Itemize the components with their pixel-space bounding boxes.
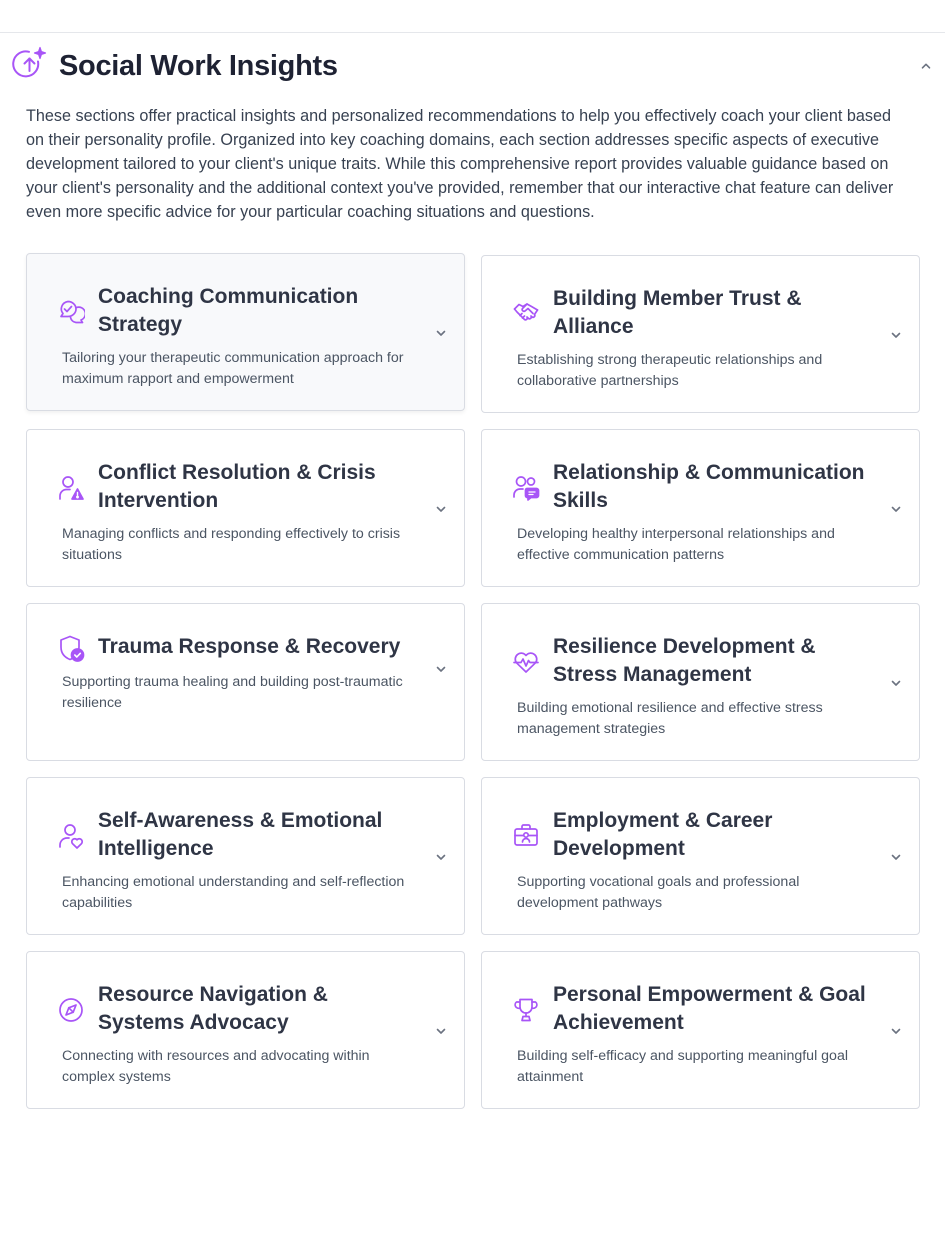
- chevron-down-icon[interactable]: [434, 662, 448, 676]
- card-description: Building self-efficacy and supporting meaningful goal attainment: [517, 1048, 848, 1085]
- card-relationship-communication-skills[interactable]: [481, 429, 920, 587]
- card-title: Employment & Career Development: [553, 809, 773, 860]
- card-title: Resilience Development & Stress Management: [553, 635, 816, 686]
- card-description: Building emotional resilience and effective stress management strategies: [517, 700, 823, 737]
- arrow-up-circle-sparkle-icon: [12, 45, 48, 81]
- chat-bubbles-check-icon: [57, 298, 85, 326]
- chevron-down-icon[interactable]: [434, 1024, 448, 1038]
- chevron-up-icon[interactable]: [917, 57, 935, 75]
- card-title: Building Member Trust & Alliance: [553, 287, 802, 338]
- card-building-member-trust-alliance[interactable]: [481, 255, 920, 413]
- chevron-down-icon[interactable]: [434, 502, 448, 516]
- section-title: Social Work Insights: [59, 50, 338, 82]
- card-description: Establishing strong therapeutic relationships and collaborative partnerships: [517, 352, 823, 389]
- card-resilience-development-stress-management[interactable]: [481, 603, 920, 761]
- card-employment-career-development[interactable]: [481, 777, 920, 935]
- chevron-down-icon[interactable]: [889, 676, 903, 690]
- card-title: Relationship & Communication Skills: [553, 461, 865, 512]
- card-description: Managing conflicts and responding effectively to crisis situations: [62, 526, 401, 563]
- card-title: Self-Awareness & Emotional Intelligence: [98, 809, 383, 860]
- card-description: Supporting vocational goals and professional development pathways: [517, 874, 800, 911]
- trophy-icon: [512, 996, 540, 1024]
- user-heart-icon: [57, 822, 85, 850]
- chevron-down-icon[interactable]: [434, 326, 448, 340]
- card-title: Coaching Communication Strategy: [98, 285, 359, 336]
- users-chat-icon: [512, 474, 540, 502]
- card-title: Resource Navigation & Systems Advocacy: [98, 983, 328, 1034]
- card-coaching-communication-strategy[interactable]: [26, 253, 465, 411]
- chevron-down-icon[interactable]: [434, 850, 448, 864]
- card-title: Trauma Response & Recovery: [98, 635, 401, 658]
- card-title: Conflict Resolution & Crisis Intervention: [98, 461, 376, 512]
- shield-check-icon: [57, 634, 85, 662]
- chevron-down-icon[interactable]: [889, 850, 903, 864]
- card-personal-empowerment-goal-achievement[interactable]: [481, 951, 920, 1109]
- card-resource-navigation-systems-advocacy[interactable]: [26, 951, 465, 1109]
- card-description: Developing healthy interpersonal relationships and effective communication patterns: [517, 526, 835, 563]
- chevron-down-icon[interactable]: [889, 502, 903, 516]
- compass-icon: [57, 996, 85, 1024]
- card-self-awareness-emotional-intelligence[interactable]: [26, 777, 465, 935]
- heart-pulse-icon: [512, 648, 540, 676]
- section-header[interactable]: [0, 33, 945, 101]
- chevron-down-icon[interactable]: [889, 328, 903, 342]
- briefcase-user-icon: [512, 822, 540, 850]
- card-trauma-response-recovery[interactable]: [26, 603, 465, 761]
- chevron-down-icon[interactable]: [889, 1024, 903, 1038]
- card-description: Tailoring your therapeutic communication approach for maximum rapport and empowerment: [62, 350, 404, 387]
- card-description: Connecting with resources and advocating within complex systems: [62, 1048, 370, 1085]
- card-description: Supporting trauma healing and building post-traumatic resilience: [62, 674, 403, 711]
- handshake-icon: [512, 298, 540, 326]
- card-conflict-resolution-crisis-intervention[interactable]: [26, 429, 465, 587]
- user-warning-icon: [57, 474, 85, 502]
- card-description: Enhancing emotional understanding and self-reflection capabilities: [62, 874, 405, 911]
- intro-text: These sections offer practical insights and personalized recommendations to help you effectively coach your client based on their personality profile. Organized into key coaching domains, each section addresses specific aspects of executive development tailored to your client's unique traits. While this comprehensive report provides valuable guidance based on your client's personality and the additional context you've provided, remember that our interactive chat feature can deliver even more specific advice for your particular coaching situations and questions.: [26, 107, 894, 221]
- card-title: Personal Empowerment & Goal Achievement: [553, 983, 866, 1034]
